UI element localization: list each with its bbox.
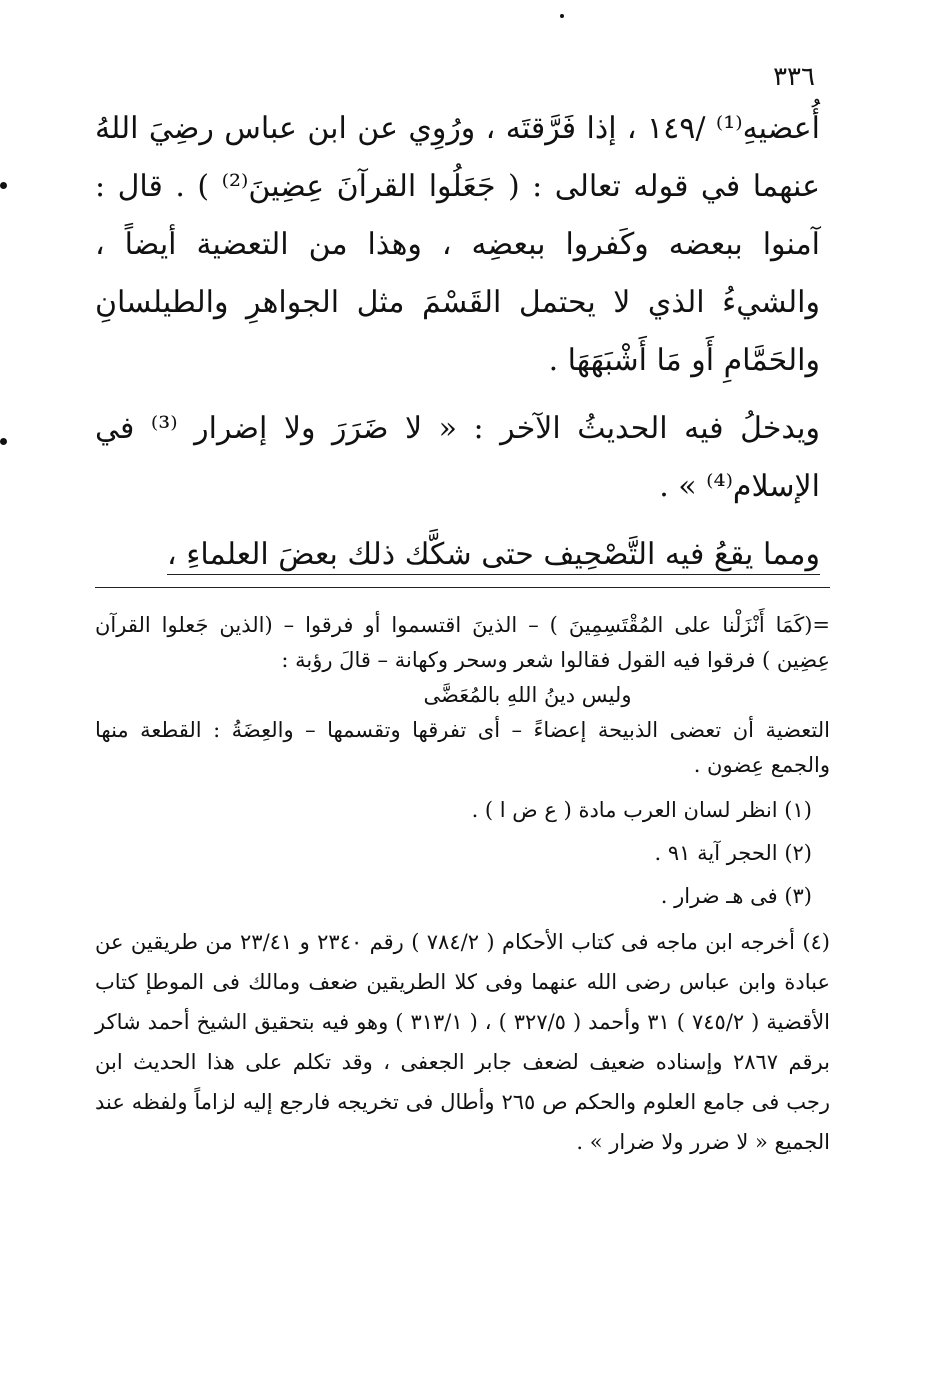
footnote-3: (٣) فى هـ ضرار . <box>660 884 812 908</box>
main-paragraph-1: أُعضيهِ⁽¹⁾ /١٤٩ ، إذا فَرَّقتَه ، ورُوِي عن ابن عباس رضِيَ اللهُ عنهما في قوله تعالى : ( جَعَلُوا القرآنَ عِضِينَ⁽²⁾ ) . قال : آمنوا ببعضه وكَفروا ببعضِه ، وهذا من التعضية أيضاً ، والشيءُ الذي لا يحتمل القَسْمَ مثل الجواهرِ والطيلسانِ والحَمَّامِ أَو مَا أَشْبَهَهَا . <box>95 111 820 378</box>
footnote-explanation: التعضية أن تعضى الذبيحة إعضاءً – أى تفرقها وتقسمها – والعِضَةُ : القطعة منها والجمع عِضون . <box>95 718 830 777</box>
footnote-divider <box>95 587 830 588</box>
main-text <box>95 100 820 584</box>
margin-speck-dot <box>560 14 564 18</box>
footnote-4: (٤) أخرجه ابن ماجه فى كتاب الأحكام ( ٧٨٤/٢ ) رقم ٢٣٤٠ و ٢٣/٤١ من طريقين عن عبادة وابن عباس رضى الله عنهما وفى كلا الطريقين ضعف ومالك فى الموطإ كتاب الأقضية ( ٧٤٥/٢ ) ٣١ وأحمد ( ٣٢٧/٥ ) ، ( ٣١٣/١ ) وهو فيه بتحقيق الشيخ أحمد شاكر برقم ٢٨٦٧ وإسناده ضعيف لضعف جابر الجعفى ، وقد تكلم على هذا الحديث ابن رجب فى جامع العلوم والحكم ص ٢٦٥ وأطال فى تخريجه فارجع إليه لزاماً ولفظه عند الجميع « لا ضرر ولا ضرار » . <box>95 930 831 1154</box>
footnote-1: (١) انظر لسان العرب مادة ( ع ض ا ) . <box>471 798 812 822</box>
main-paragraph-3-text: ومما يقعُ فيه التَّصْحِيف حتى شكَّك ذلك بعضَ العلماءِ ، <box>167 537 820 575</box>
main-paragraph-3 <box>95 526 820 584</box>
footnotes <box>95 608 830 1162</box>
margin-speck-dot <box>0 182 7 189</box>
footnote-verse: وليس دينُ اللهِ بالمُعَضَّى <box>423 683 632 707</box>
page-number: ٣٣٦ <box>773 62 815 92</box>
footnote-2: (٢) الحجر آية ٩١ . <box>654 841 812 865</box>
footnote-continuation: =(كَمَا أَنْزَلْنا على المُقْتَسِمِينَ ) – الذينَ اقتسموا أو فرقوا – (الذين جَعلوا القرآن عِضِين ) فرقوا فيه القول فقالوا شعر وسحر وكهانة – قالَ رؤبة : <box>95 613 830 672</box>
margin-speck-dot <box>0 438 7 445</box>
main-paragraph-2: ويدخلُ فيه الحديثُ الآخر : « لا ضَرَرَ ولا إضرار ⁽³⁾ في الإسلام⁽⁴⁾ » . <box>95 411 821 504</box>
